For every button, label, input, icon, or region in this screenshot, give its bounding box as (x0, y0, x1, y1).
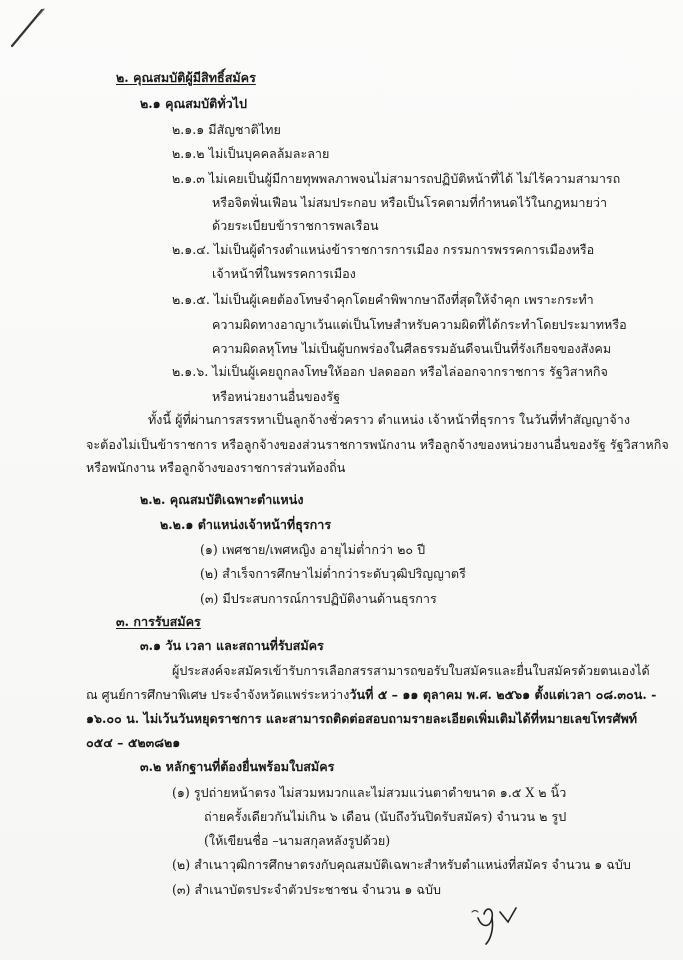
section-2-2-1-heading: ๒.๒.๑ ตำแหน่งเจ้าหน้าที่ธุรการ (160, 517, 332, 532)
section-3-heading: ๓. การรับสมัคร (116, 614, 201, 629)
section-2-1-heading: ๒.๑ คุณสมบัติทั่วไป (140, 96, 248, 111)
section-3-1-heading: ๓.๑ วัน เวลา และสถานที่รับสมัคร (140, 638, 324, 653)
qualification-1: (๑) เพศชาย/เพศหญิง อายุไม่ต่ำกว่า ๒๐ ปี (200, 542, 426, 557)
item-2-1-6-line1: ๒.๑.๖. ไม่เป็นผู้เคยถูกลงโทษให้ออก ปลดออก หรือไล่ออกจากราชการ รัฐวิสาหกิจ (172, 364, 608, 379)
note-line2: จะต้องไม่เป็นข้าราชการ หรือลูกจ้างของส่วนราชการพนักงาน หรือลูกจ้างของหน่วยงานอื่นของรัฐ รัฐวิสาหกิจ (86, 437, 669, 452)
application-dates: วันที่ ๕ – ๑๑ ตุลาคม พ.ศ. ๒๕๖๑ ตั้งแต่เวลา ๐๘.๓๐น. - (349, 687, 657, 702)
item-2-1-5-line2: ความผิดทางอาญาเว้นแต่เป็นโทษสำหรับความผิดที่ได้กระทำโดยประมาทหรือ (212, 317, 627, 332)
application-place: ณ ศูนย์การศึกษาพิเศษ ประจำจังหวัดแพร่ระหว่าง (86, 687, 350, 702)
application-phone: ๐๕๔ – ๕๒๓๘๒๑ (86, 735, 181, 750)
item-2-1-3-line1: ๒.๑.๓ ไม่เคยเป็นผู้มีกายทุพพลภาพจนไม่สามารถปฏิบัติหน้าที่ได้ ไม่ไร้ความสามารถ (172, 171, 621, 186)
section-3-2-heading: ๓.๒ หลักฐานที่ต้องยื่นพร้อมใบสมัคร (140, 759, 335, 774)
document-1-line3: (ให้เขียนชื่อ –นามสกุลหลังรูปด้วย) (204, 833, 391, 848)
document-2: (๒) สำเนาวุฒิการศึกษาตรงกับคุณสมบัติเฉพาะสำหรับตำแหน่งที่สมัคร จำนวน ๑ ฉบับ (172, 857, 631, 872)
qualification-3: (๓) มีประสบการณ์การปฏิบัติงานด้านธุรการ (200, 591, 437, 606)
item-2-1-4-line2: เจ้าหน้าที่ในพรรคการเมือง (212, 266, 356, 281)
application-paragraph-line2 (86, 686, 656, 704)
application-paragraph-line1: ผู้ประสงค์จะสมัครเข้ารับการเลือกสรรสามารถขอรับใบสมัครและยื่นใบสมัครด้วยตนเองได้ (172, 663, 650, 678)
note-line3: หรือพนักงาน หรือลูกจ้างของราชการส่วนท้องถิ่น (86, 460, 346, 475)
item-2-1-4-line1: ๒.๑.๔. ไม่เป็นผู้ดำรงตำแหน่งข้าราชการการเมือง กรรมการพรรคการเมืองหรือ (172, 242, 595, 257)
item-2-1-3-line3: ด้วยระเบียบข้าราชการพลเรือน (212, 218, 379, 233)
item-2-1-3-line2: หรือจิตฟั่นเฟือน ไม่สมประกอบ หรือเป็นโรคตามที่กำหนดไว้ในกฎหมายว่า (212, 195, 608, 210)
item-2-1-6-line2: หรือหน่วยงานอื่นของรัฐ (212, 389, 341, 404)
note-line1: ทั้งนี้ ผู้ที่ผ่านการสรรหาเป็นลูกจ้างชั่วคราว ตำแหน่ง เจ้าหน้าที่ธุรการ ในวันที่ทำสัญญาจ้าง (148, 412, 630, 427)
document-1-line2: ถ่ายครั้งเดียวกันไม่เกิน ๖ เดือน (นับถึงวันปิดรับสมัคร) จำนวน ๒ รูป (204, 809, 567, 824)
qualification-2: (๒) สำเร็จการศึกษาไม่ต่ำกว่าระดับวุฒิปริญญาตรี (200, 566, 466, 581)
item-2-1-1: ๒.๑.๑ มีสัญชาติไทย (172, 122, 281, 137)
handwritten-initials-mark (470, 888, 530, 948)
section-2-heading: ๒. คุณสมบัติผู้มีสิทธิ์สมัคร (116, 70, 256, 85)
item-2-1-2: ๒.๑.๒ ไม่เป็นบุคคลล้มละลาย (172, 146, 330, 161)
document-3: (๓) สำเนาบัตรประจำตัวประชาชน จำนวน ๑ ฉบับ (172, 882, 441, 897)
document-1-line1: (๑) รูปถ่ายหน้าตรง ไม่สวมหมวกและไม่สวมแว่นตาดำขนาด ๑.๕ X ๒ นิ้ว (172, 785, 567, 800)
application-paragraph-line3: ๑๖.๐๐ น. ไม่เว้นวันหยุดราชการ และสามารถติดต่อสอบถามรายละเอียดเพิ่มเติมได้ที่หมายเลขโทรศัพท์ (86, 711, 638, 726)
pen-stroke-mark (8, 6, 48, 50)
item-2-1-5-line3: ความผิดลหุโทษ ไม่เป็นผู้บกพร่องในศีลธรรมอันดีจนเป็นที่รังเกียจของสังคม (212, 341, 612, 356)
item-2-1-5-line1: ๒.๑.๕. ไม่เป็นผู้เคยต้องโทษจำคุกโดยคำพิพากษาถึงที่สุดให้จำคุก เพราะกระทำ (172, 292, 594, 307)
section-2-2-heading: ๒.๒. คุณสมบัติเฉพาะตำแหน่ง (140, 492, 304, 507)
